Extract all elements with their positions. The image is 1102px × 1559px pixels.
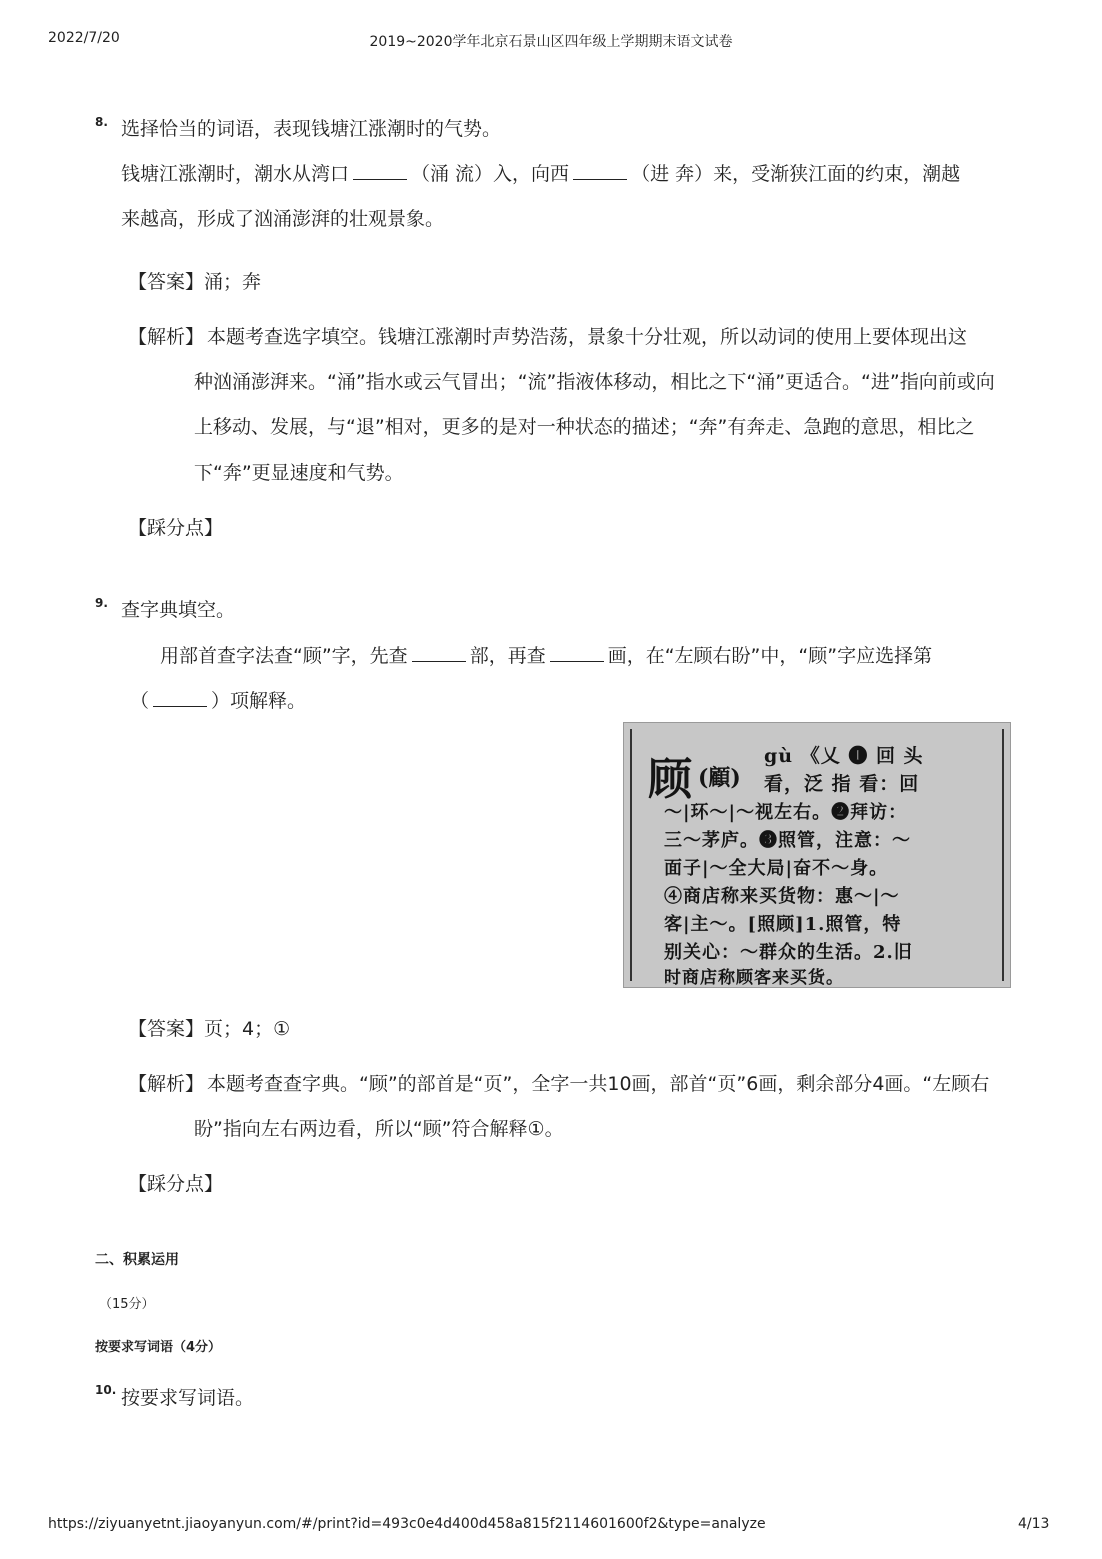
q9-text-e: ）项解释。 [211,690,307,712]
dictionary-line: 客|主～。[照顾]1.照管，特 [664,914,902,935]
q9-analysis-line: 盼”指向左右两边看，所以“顾”符合解释①。 [194,1118,564,1140]
answer-text: 涌；奔 [204,271,262,293]
q9-text-c: 画，在“左顾右盼”中，“顾”字应选择第 [607,645,933,667]
dictionary-line: 看，泛 指 看：回 [764,773,920,795]
q9-sentence-line2 [130,689,306,713]
q9-text-d: （ [130,690,150,712]
q8-analysis-line: 上移动、发展，与“退”相对，更多的是对一种状态的描述；“奔”有奔走、急跑的意思，相比之 [194,416,975,438]
dictionary-line: gù 《乂 ❶ 回 头 [764,745,924,767]
q8-analysis-label: 【解析】 [128,326,205,348]
q9-text-b: 部，再查 [469,645,546,667]
footer-url[interactable]: https://ziyuanyetnt.jiaoyanyun.com/#/print?id=493c0e4d400d458a815f2114601600f2&type=analyze [48,1516,766,1532]
question-number-9: 9. [95,596,108,610]
q8-sentence-line2: 来越高，形成了汹涌澎湃的壮观景象。 [121,208,445,230]
dictionary-line: 面子|～全大局|奋不～身。 [664,858,889,879]
q8-analysis-line: 种汹涌澎湃来。“涌”指水或云气冒出；“流”指液体移动，相比之下“涌”更适合。“进”指向前或向 [194,371,995,393]
q9-scoring-points: 【踩分点】 [128,1173,224,1195]
dictionary-line: ～|环～|～视左右。❷拜访： [664,802,908,823]
q8-prompt: 选择恰当的词语，表现钱塘江涨潮时的气势。 [121,118,502,140]
q9-blank-3[interactable] [153,689,207,707]
q9-text-a: 用部首查字法查“顾”字，先查 [160,645,408,667]
q9-analysis-label: 【解析】 [128,1073,205,1095]
dictionary-line: 三～茅庐。❸照管，注意：～ [664,830,911,851]
section-score: （15分） [99,1297,155,1312]
section-title: 二、积累运用 [95,1252,179,1268]
q9-sentence-line1 [160,644,932,668]
q8-analysis-line: 下“奔”更显速度和气势。 [194,462,404,484]
q9-prompt: 查字典填空。 [121,599,236,621]
page-number: 4/13 [1018,1516,1050,1532]
q10-prompt: 按要求写词语。 [121,1387,255,1409]
subsection-title: 按要求写词语（4分） [95,1340,222,1355]
q8-sentence-line1 [121,162,960,186]
q9-blank-1[interactable] [412,644,466,662]
answer-label: 【答案】 [128,271,205,293]
dictionary-line: 别关心：～群众的生活。2.旧 [664,942,913,963]
q9-blank-2[interactable] [550,644,604,662]
page-title: 2019~2020学年北京石景山区四年级上学期期末语文试卷 [369,34,733,50]
question-number-10: 10. [95,1383,117,1397]
print-date: 2022/7/20 [48,30,120,46]
dictionary-entry-image [623,722,1011,988]
answer-label: 【答案】 [128,1018,205,1040]
question-number-8: 8. [95,115,108,129]
q9-analysis-line: 本题考查查字典。“顾”的部首是“页”，全字一共10画，部首“页”6画，剩余部分4画。“左顾右 [207,1073,990,1095]
q8-text-b: （涌 流）入，向西 [411,163,570,185]
q8-blank-1[interactable] [353,162,407,180]
dictionary-line: 时商店称顾客来买货。 [664,968,844,988]
dictionary-line: ④商店称来买货物：惠～|～ [664,886,900,907]
q8-text-a: 钱塘江涨潮时，潮水从湾口 [121,163,350,185]
q8-answer [128,270,261,294]
q8-analysis-line: 本题考查选字填空。钱塘江涨潮时声势浩荡，景象十分壮观，所以动词的使用上要体现出这 [207,326,968,348]
q8-blank-2[interactable] [573,162,627,180]
dictionary-headword: 顾 [648,754,692,805]
q9-answer [128,1017,290,1041]
answer-text: 页；4；① [204,1018,291,1040]
q8-text-c: （进 奔）来，受渐狭江面的约束，潮越 [631,163,961,185]
q8-scoring-points: 【踩分点】 [128,517,224,539]
dictionary-traditional-form: (顧) [698,765,741,791]
